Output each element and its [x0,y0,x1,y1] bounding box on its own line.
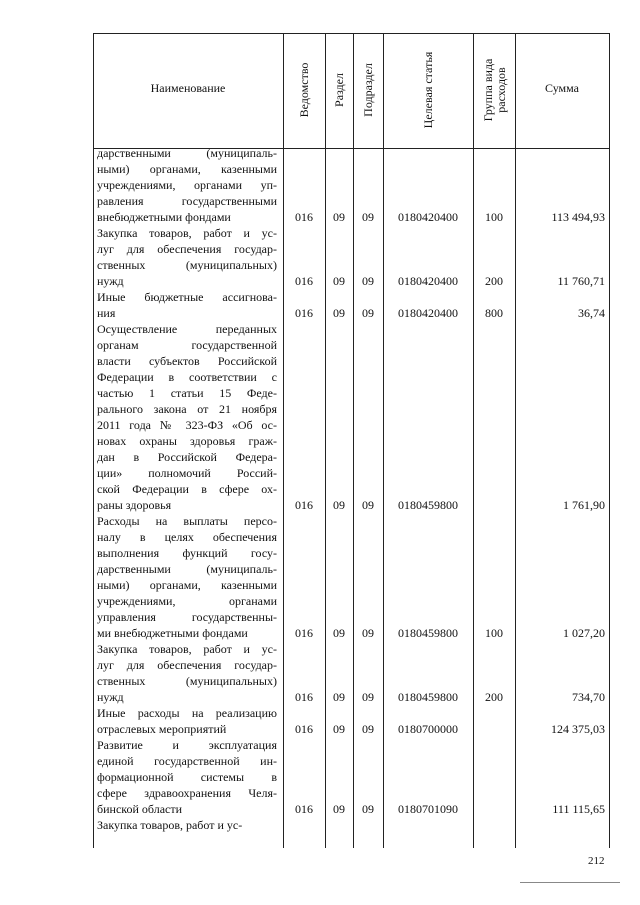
cell-razdel: 09 [333,722,345,736]
cell-summa: 124 375,03 [551,722,605,736]
header-summa: Сумма [545,81,579,95]
cell-podrazdel: 09 [362,210,374,224]
row-name: Закупка товаров, работ и ус- луг для обеспечения государ- ственных (муниципальных) нужд [97,642,277,704]
page-number: 212 [588,855,605,867]
row-name: Закупка товаров, работ и ус- луг для обеспечения государ- ственных (муниципальных) нужд [97,226,277,288]
row-name: Развитие и эксплуатация единой государственной ин- формационной системы в сфере здравоохранения Челя- бинской области [97,738,277,816]
col-border [609,33,610,848]
cell-razdel: 09 [333,802,345,816]
cell-podrazdel: 09 [362,802,374,816]
header-name: Наименование [150,81,226,95]
cell-vedomstvo: 016 [295,210,313,224]
cell-razdel: 09 [333,210,345,224]
cell-summa: 36,74 [578,306,605,320]
cell-summa: 734,70 [572,690,605,704]
cell-podrazdel: 09 [362,722,374,736]
cell-razdel: 09 [333,690,345,704]
row-name: Закупка товаров, работ и ус- [97,818,243,832]
cell-podrazdel: 09 [362,690,374,704]
cell-vedomstvo: 016 [295,690,313,704]
cell-vedomstvo: 016 [295,306,313,320]
cell-gruppa: 200 [485,690,503,704]
cell-vedomstvo: 016 [295,274,313,288]
row-name: Иные расходы на реализацию отраслевых мероприятий [97,706,277,736]
cell-celevaya: 0180701090 [398,802,458,816]
table-top-border [93,33,609,34]
header-razdel: Раздел [332,73,346,107]
cell-celevaya: 0180700000 [398,722,458,736]
cell-podrazdel: 09 [362,274,374,288]
cell-razdel: 09 [333,498,345,512]
col-border [473,33,474,848]
cell-gruppa: 100 [485,210,503,224]
row-name: Иные бюджетные ассигнова- ния [97,290,277,320]
header-vedomstvo: Ведомство [297,62,311,118]
cell-vedomstvo: 016 [295,626,313,640]
footer-rule [520,882,620,883]
cell-celevaya: 0180459800 [398,690,458,704]
col-border [93,33,94,848]
row-name: дарственными (муниципаль- ными) органами, казенными учреждениями, органами уп- равления государственными внебюджетными фондами [97,146,277,224]
header-gruppa-line1: Группа вида [481,58,495,122]
row-name: Расходы на выплаты персо- налу в целях обеспечения выполнения функций госу- дарственными (муниципаль- ными) органами, казенными учреждениями, органами управления государственны- ми внебюджетными фондами [97,514,277,640]
cell-celevaya: 0180420400 [398,274,458,288]
cell-vedomstvo: 016 [295,802,313,816]
cell-gruppa: 800 [485,306,503,320]
cell-podrazdel: 09 [362,626,374,640]
header-celevaya: Целевая статья [421,51,435,129]
cell-celevaya: 0180459800 [398,626,458,640]
cell-summa: 111 115,65 [552,802,605,816]
cell-podrazdel: 09 [362,306,374,320]
cell-summa: 11 760,71 [557,274,605,288]
cell-gruppa: 200 [485,274,503,288]
cell-summa: 113 494,93 [551,210,605,224]
row-name: Осуществление переданных органам государственной власти субъектов Российской Федерации в соответствии с частью 1 статьи 15 Феде- рального закона от 21 ноября 2011 года № 323-ФЗ «Об ос- новах охраны здоровья граж- дан в Российской Федера- ции» полномочий Россий- ской Федерации в сфере ох- раны здоровья [97,322,277,512]
cell-razdel: 09 [333,306,345,320]
cell-celevaya: 0180420400 [398,306,458,320]
cell-vedomstvo: 016 [295,498,313,512]
cell-celevaya: 0180420400 [398,210,458,224]
header-gruppa-line2: расходов [494,67,508,113]
cell-celevaya: 0180459800 [398,498,458,512]
header-podrazdel: Подраздел [361,63,375,117]
cell-gruppa: 100 [485,626,503,640]
cell-summa: 1 027,20 [563,626,605,640]
cell-podrazdel: 09 [362,498,374,512]
cell-razdel: 09 [333,626,345,640]
cell-summa: 1 761,90 [563,498,605,512]
cell-vedomstvo: 016 [295,722,313,736]
cell-razdel: 09 [333,274,345,288]
